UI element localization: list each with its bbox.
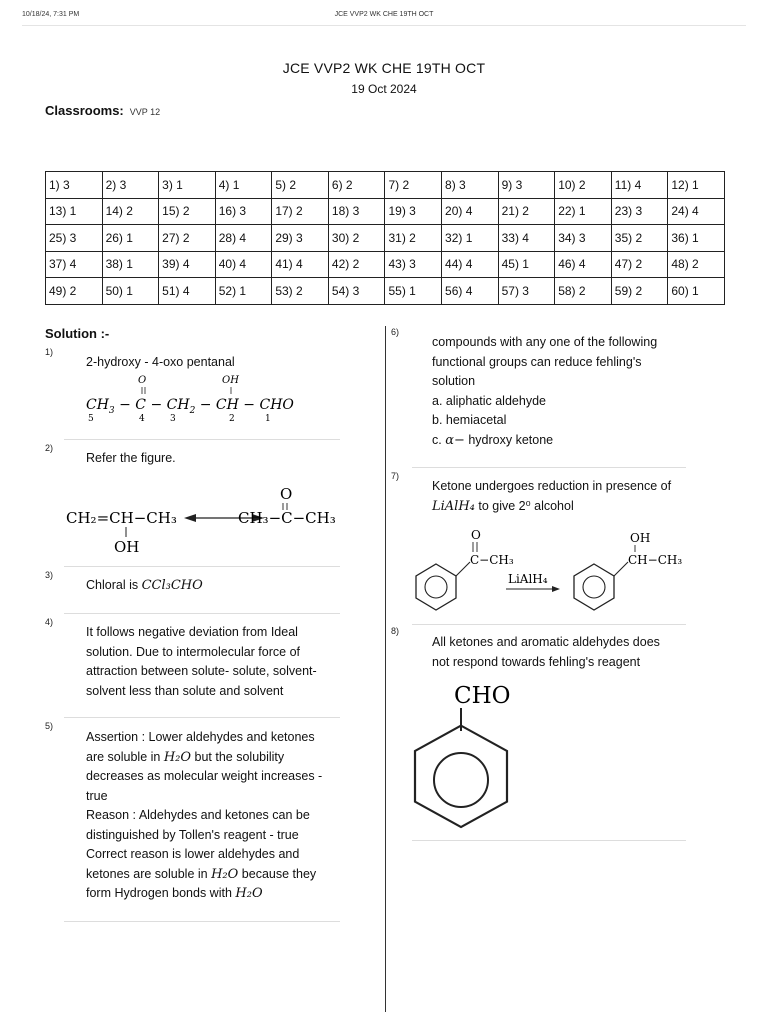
solution-number: 5): [45, 721, 54, 731]
solution-divider: [64, 566, 340, 567]
chloral-formula: CCl₃CHO: [141, 578, 203, 593]
answer-row: [46, 172, 725, 199]
solution-text: Refer the figure.: [86, 451, 176, 465]
ketone-side-chain: C−CH₃: [470, 553, 514, 567]
answer-cell: 59) 2: [611, 278, 668, 305]
oxo-label: O: [138, 375, 147, 386]
solution-text: Chloral is CCl₃CHO: [86, 578, 203, 593]
carbon-number: 4: [139, 414, 145, 424]
solution-divider: [64, 613, 340, 614]
answer-cell: 58) 2: [555, 278, 612, 305]
structure-2-hydroxy-4-oxo-pentanal: [80, 372, 330, 428]
answer-row: [46, 251, 725, 278]
print-header-title: JCE VVP2 WK CHE 19TH OCT: [334, 11, 434, 18]
answer-row: [46, 278, 725, 305]
answer-cell: 16) 3: [215, 198, 272, 225]
page-date: 19 Oct 2024: [351, 82, 417, 96]
solution-text: Assertion : Lower aldehydes and ketones are soluble in H₂O but the solubility decreases as molecular weight increases - true Reason : Aldehydes and ketones can be distinguished by Tollen's reagent - true Correct reason is lower aldehydes and ketones are soluble in H₂O because they form Hydrogen bonds with H₂O: [86, 730, 323, 901]
solution-divider: [64, 439, 340, 440]
answer-cell: 42) 2: [328, 251, 385, 278]
answer-cell: 50) 1: [102, 278, 159, 305]
answer-cell: 3) 1: [159, 172, 216, 199]
answer-cell: 37) 4: [46, 251, 103, 278]
answer-cell: 52) 1: [215, 278, 272, 305]
formula-chain: $CH_3 - C - CH_2$ − CH − CHO: [86, 397, 294, 416]
answer-cell: 2) 3: [102, 172, 159, 199]
solution-text: All ketones and aromatic aldehydes does not respond towards fehling's reagent: [432, 635, 660, 669]
answer-cell: 49) 2: [46, 278, 103, 305]
answer-cell: 38) 1: [102, 251, 159, 278]
answer-cell: 32) 1: [442, 225, 499, 252]
answer-cell: 14) 2: [102, 198, 159, 225]
solution-divider: [412, 624, 686, 625]
solution-number: 1): [45, 347, 54, 357]
answer-cell: 8) 3: [442, 172, 499, 199]
answer-cell: 55) 1: [385, 278, 442, 305]
answer-cell: 36) 1: [668, 225, 725, 252]
answer-cell: 40) 4: [215, 251, 272, 278]
solution-number: 3): [45, 570, 54, 580]
classrooms-value: VVP 12: [129, 107, 161, 117]
answer-cell: 56) 4: [442, 278, 499, 305]
answer-cell: 20) 4: [442, 198, 499, 225]
solution-divider: [64, 717, 340, 718]
answer-cell: 23) 3: [611, 198, 668, 225]
answer-cell: 47) 2: [611, 251, 668, 278]
solution-divider: [412, 467, 686, 468]
answer-cell: 24) 4: [668, 198, 725, 225]
solutions-title: Solution :-: [45, 326, 110, 341]
answer-cell: 41) 4: [272, 251, 329, 278]
carbon-number: 3: [170, 414, 176, 424]
answer-cell: 27) 2: [159, 225, 216, 252]
hydroxy-label: OH: [222, 375, 239, 386]
answer-cell: 29) 3: [272, 225, 329, 252]
answer-cell: 12) 1: [668, 172, 725, 199]
solution-text: It follows negative deviation from Ideal solution. Due to intermolecular force of attraction between solute- solute, solvent- solvent less than solute and solvent: [86, 625, 317, 698]
solution-number: 8): [391, 626, 400, 636]
answer-cell: 39) 4: [159, 251, 216, 278]
answer-cell: 28) 4: [215, 225, 272, 252]
answer-cell: 46) 4: [555, 251, 612, 278]
answer-cell: 44) 4: [442, 251, 499, 278]
answer-cell: 7) 2: [385, 172, 442, 199]
answer-cell: 5) 2: [272, 172, 329, 199]
structure-ketone-reduction: [404, 526, 694, 618]
answer-cell: 31) 2: [385, 225, 442, 252]
answer-cell: 34) 3: [555, 225, 612, 252]
answer-cell: 45) 1: [498, 251, 555, 278]
answer-cell: 6) 2: [328, 172, 385, 199]
column-divider: [385, 326, 386, 1012]
answer-cell: 33) 4: [498, 225, 555, 252]
solution-number: 6): [391, 327, 400, 337]
alcohol-oh-label: OH: [630, 531, 651, 545]
carbon-number: 5: [88, 414, 94, 424]
answer-cell: 15) 2: [159, 198, 216, 225]
answer-cell: 18) 3: [328, 198, 385, 225]
solution-divider: [64, 921, 340, 922]
classrooms-label: Classrooms:: [45, 103, 124, 118]
solution-text: 2-hydroxy - 4-oxo pentanal: [86, 355, 235, 369]
answer-cell: 51) 4: [159, 278, 216, 305]
enol-oh-label: OH: [114, 538, 140, 556]
answer-cell: 11) 4: [611, 172, 668, 199]
carbon-number: 2: [229, 414, 235, 424]
answer-cell: 60) 1: [668, 278, 725, 305]
answer-row: [46, 198, 725, 225]
carbon-number: 1: [265, 414, 271, 424]
answer-cell: 54) 3: [328, 278, 385, 305]
solution-text: compounds with any one of the following functional groups can reduce fehling's solution a. aliphatic aldehyde b. hemiacetal c. α− hydroxy ketone: [432, 335, 658, 448]
answer-cell: 57) 3: [498, 278, 555, 305]
answer-cell: 30) 2: [328, 225, 385, 252]
answer-cell: 48) 2: [668, 251, 725, 278]
answer-key-table: [45, 171, 725, 305]
answer-cell: 43) 3: [385, 251, 442, 278]
answer-cell: 53) 2: [272, 278, 329, 305]
print-timestamp: 10/18/24, 7:31 PM: [22, 11, 80, 18]
answer-cell: 19) 3: [385, 198, 442, 225]
structure-enol-keto-tautomer: [62, 482, 352, 562]
solution-number: 7): [391, 471, 400, 481]
solution-text: Ketone undergoes reduction in presence of LiAlH₄ to give 2⁰ alcohol: [432, 479, 672, 514]
answer-cell: 17) 2: [272, 198, 329, 225]
answer-row: [46, 225, 725, 252]
answer-cell: 9) 3: [498, 172, 555, 199]
answer-cell: 21) 2: [498, 198, 555, 225]
solution-divider: [412, 840, 686, 841]
answer-cell: 4) 1: [215, 172, 272, 199]
page-title: JCE VVP2 WK CHE 19TH OCT: [282, 60, 486, 76]
aldehyde-group-label: CHO: [454, 683, 511, 709]
answer-cell: 25) 3: [46, 225, 103, 252]
header-divider: [22, 25, 746, 26]
ketone-o-label: O: [471, 528, 481, 542]
keto-structure: CH₃−C−CH₃: [238, 509, 336, 527]
answer-cell: 26) 1: [102, 225, 159, 252]
classrooms: [45, 103, 160, 118]
answer-cell: 35) 2: [611, 225, 668, 252]
reagent-label: LiAlH₄: [508, 572, 548, 586]
enol-structure: CH₂=CH−CH₃: [66, 509, 177, 527]
solution-number: 2): [45, 443, 54, 453]
structure-benzaldehyde: [404, 676, 534, 836]
answer-cell: 1) 3: [46, 172, 103, 199]
answer-cell: 13) 1: [46, 198, 103, 225]
solution-number: 4): [45, 617, 54, 627]
keto-o-label: O: [280, 485, 293, 503]
alcohol-side-chain: CH−CH₃: [628, 553, 683, 567]
answer-cell: 22) 1: [555, 198, 612, 225]
answer-cell: 10) 2: [555, 172, 612, 199]
